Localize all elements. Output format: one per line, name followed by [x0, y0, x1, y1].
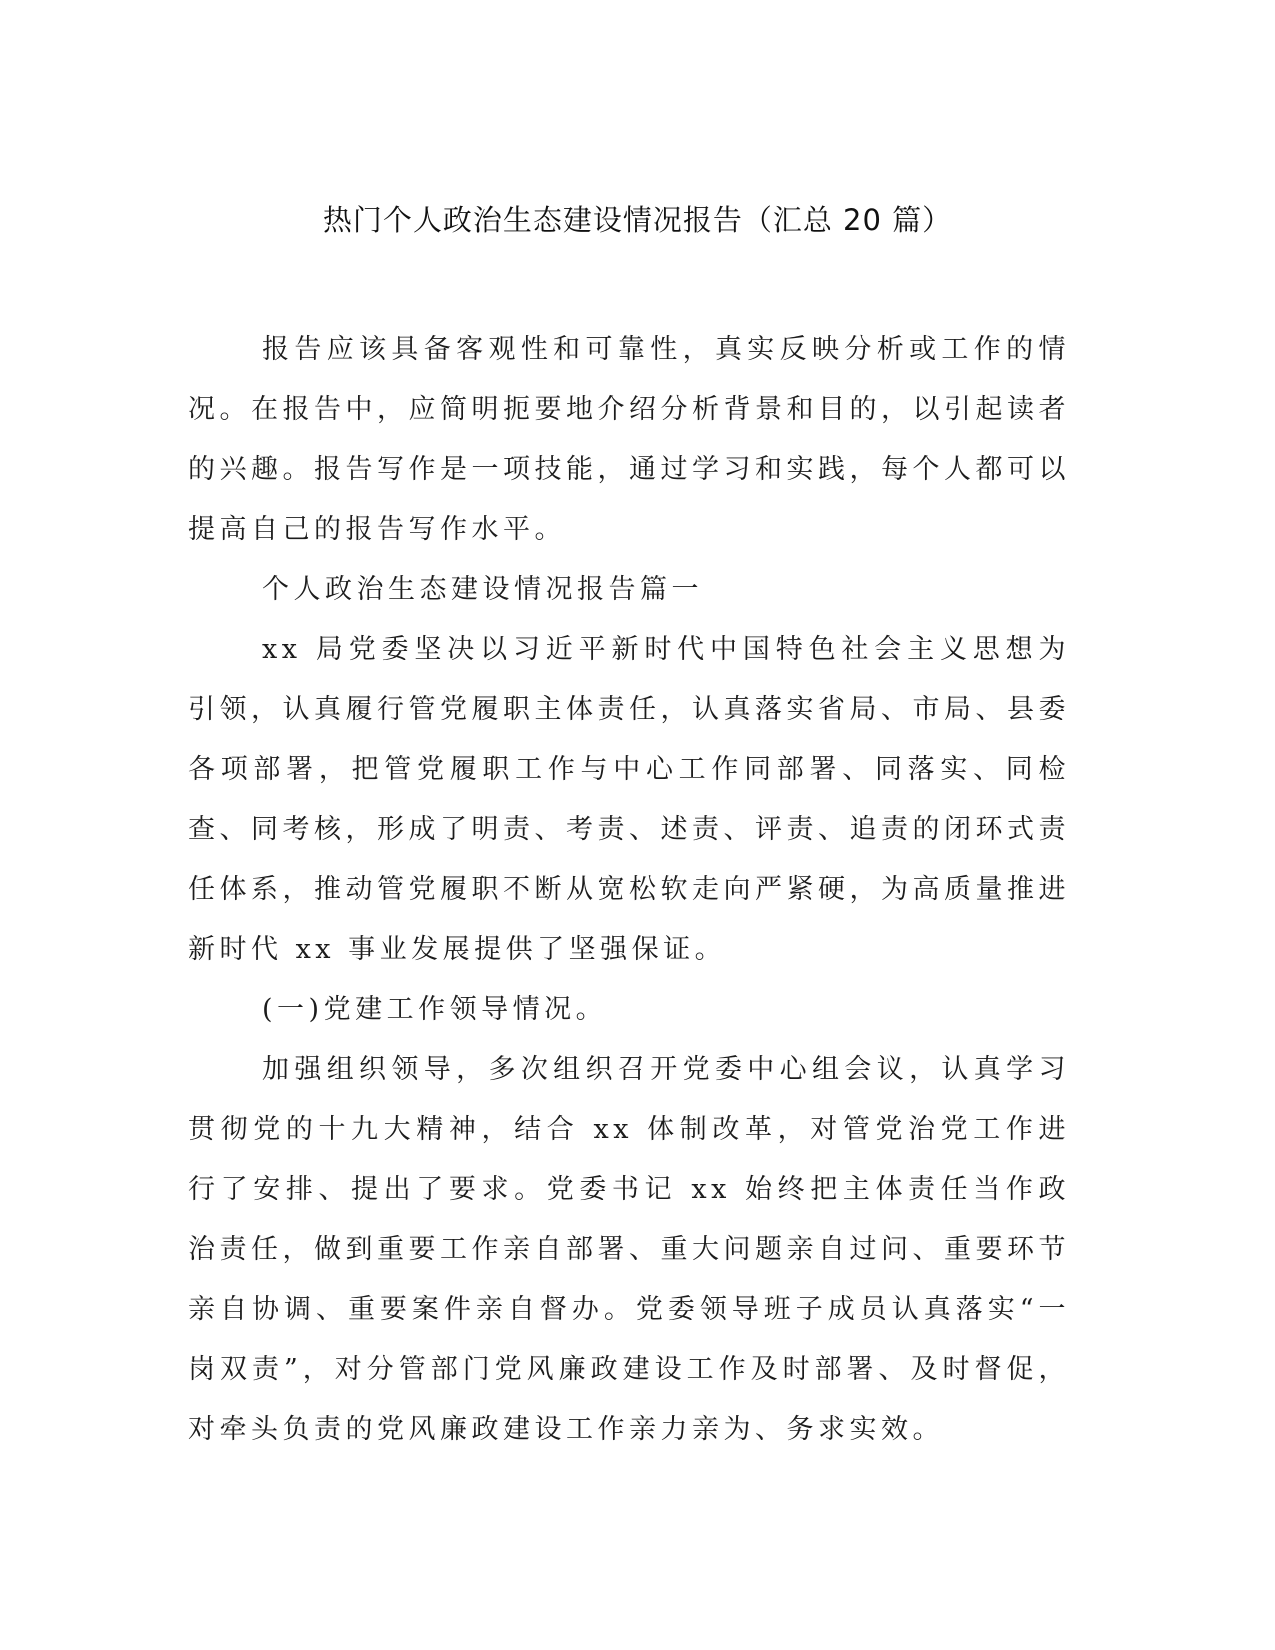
intro-paragraph: 报告应该具备客观性和可靠性，真实反映分析或工作的情况。在报告中，应简明扼要地介绍分析背景和目的，以引起读者的兴趣。报告写作是一项技能，通过学习和实践，每个人都可以提高自己的报告写作水平。: [188, 334, 1070, 545]
subsection-heading: (一)党建工作领导情况。: [262, 994, 608, 1025]
body-paragraph: xx 局党委坚决以习近平新时代中国特色社会主义思想为引领，认真履行管党履职主体责任，认真落实省局、市局、县委各项部署，把管党履职工作与中心工作同部署、同落实、同检查、同考核，形成了明责、考责、述责、评责、追责的闭环式责任体系，推动管党履职不断从宽松软走向严紧硬，为高质量推进新时代 xx 事业发展提供了坚强保证。: [188, 634, 1070, 965]
body-paragraph: 加强组织领导，多次组织召开党委中心组会议，认真学习贯彻党的十九大精神，结合 xx 体制改革，对管党治党工作进行了安排、提出了要求。党委书记 xx 始终把主体责任当作政治责任，做到重要工作亲自部署、重大问题亲自过问、重要环节亲自协调、重要案件亲自督办。党委领导班子成员认真落实“一岗双责”，对分管部门党风廉政建设工作及时部署、及时督促，对牵头负责的党风廉政建设工作亲力亲为、务求实效。: [188, 1054, 1070, 1445]
document-title: 热门个人政治生态建设情况报告（汇总 20 篇）: [322, 203, 953, 237]
document-body: [188, 320, 1070, 1460]
section-heading: 个人政治生态建设情况报告篇一: [262, 574, 703, 605]
